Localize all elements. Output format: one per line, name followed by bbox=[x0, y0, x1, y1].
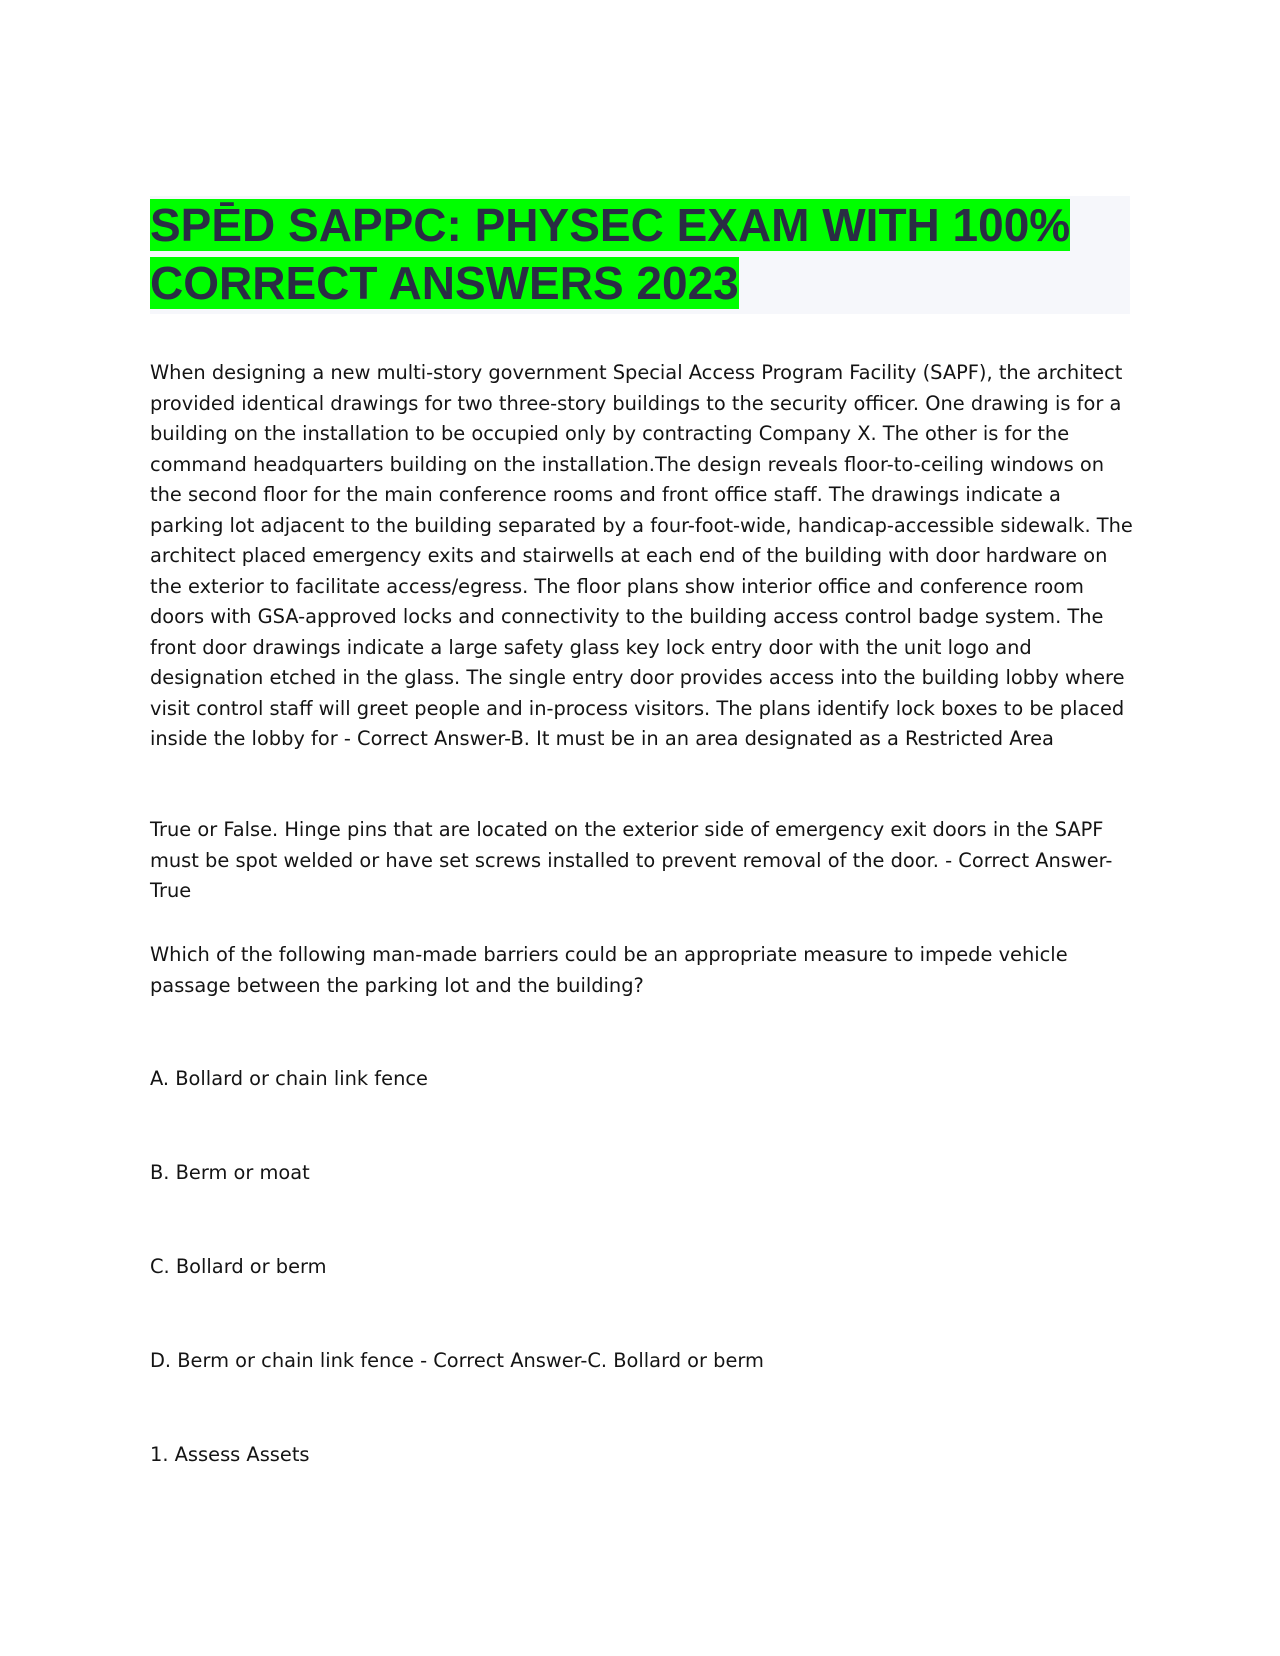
question-sapf-lock-boxes: When designing a new multi-story government Special Access Program Facility (SAPF), the architect provided identical drawings for two three-story buildings to the security officer. One drawing is for a building on the installation to be occupied only by contracting Company X. The other is for the command headquarters building on the installation.The design reveals floor-to-ceiling windows on the second floor for the main conference rooms and front office staff. The drawings indicate a parking lot adjacent to the building separated by a four-foot-wide, handicap-accessible sidewalk. The architect placed emergency exits and stairwells at each end of the building with door hardware on the exterior to facilitate access/egress. The floor plans show interior office and conference room doors with GSA-approved locks and connectivity to the building access control badge system. The front door drawings indicate a large safety glass key lock entry door with the unit logo and designation etched in the glass. The single entry door provides access into the building lobby where visit control staff will greet people and in-process visitors. The plans identify lock boxes to be placed inside the lobby for - Correct Answer-B. It must be in an area designated as a Restricted Area bbox=[150, 361, 1133, 750]
option-a: A. Bollard or chain link fence bbox=[150, 1067, 428, 1090]
document-title bbox=[150, 196, 1130, 312]
title-highlight: SPĒD SAPPC: PHYSEC EXAM WITH 100% CORRECT ANSWERS 2023 bbox=[150, 199, 1071, 309]
list-item-assess-assets: 1. Assess Assets bbox=[150, 1443, 310, 1466]
question-hinge-pins: True or False. Hinge pins that are located on the exterior side of emergency exit doors in the SAPF must be spot welded or have set screws installed to prevent removal of the door. - Correct Answer-True bbox=[150, 818, 1113, 902]
option-b: B. Berm or moat bbox=[150, 1161, 310, 1184]
option-d-answer: D. Berm or chain link fence - Correct Answer-C. Bollard or berm bbox=[150, 1349, 764, 1372]
question-man-made-barriers: Which of the following man-made barriers could be an appropriate measure to impede vehicle passage between the parking lot and the building? bbox=[150, 943, 1068, 997]
option-c: C. Bollard or berm bbox=[150, 1255, 327, 1278]
title-block bbox=[150, 196, 1130, 314]
